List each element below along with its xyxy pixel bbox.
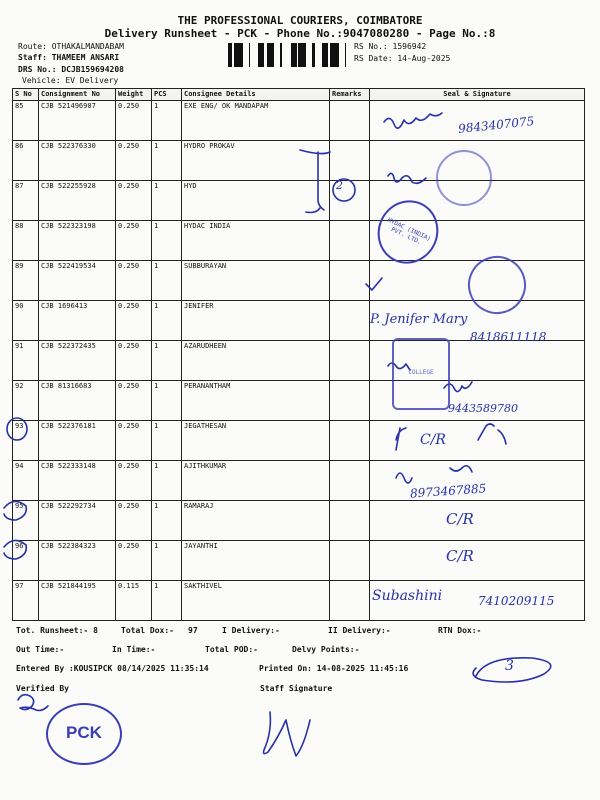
consignee-details: PERANANTHAM <box>182 381 330 421</box>
hydac-stamp-text: HYDAC (INDIA) PVT. LTD. <box>386 216 432 247</box>
col-remarks: Remarks <box>330 89 370 101</box>
handwritten-phone-92: 9443589780 <box>448 402 518 415</box>
company-title: THE PROFESSIONAL COURIERS, COIMBATORE <box>177 14 423 27</box>
runsheet-subtitle: Delivery Runsheet - PCK - Phone No.:9047080280 - Page No.:8 <box>104 27 496 40</box>
consignee-details: AJITHKUMAR <box>182 461 330 501</box>
handwritten-phone-94: 8973467885 <box>409 481 487 501</box>
serial-number: 95 <box>13 501 39 541</box>
consignment-number: CJB 522323198 <box>39 221 116 261</box>
consignment-number: CJB 522292734 <box>39 501 116 541</box>
total-dox-label: Total Dox:- <box>121 626 174 635</box>
total-pod: Total POD:- <box>205 645 258 654</box>
consignment-number: CJB 521844195 <box>39 581 116 621</box>
serial-number: 85 <box>13 101 39 141</box>
college-stamp-text: COLLEGE <box>408 369 434 376</box>
route-label: Route: OTHAKALMANDABAM <box>18 42 124 51</box>
pieces: 1 <box>152 181 182 221</box>
staff-signature-label: Staff Signature <box>260 684 333 693</box>
serial-number: 87 <box>13 181 39 221</box>
weight: 0.250 <box>116 421 152 461</box>
serial-number: 90 <box>13 301 39 341</box>
serial-number: 88 <box>13 221 39 261</box>
col-consignment: Consignment No <box>39 89 116 101</box>
weight: 0.115 <box>116 581 152 621</box>
mark-93b <box>478 424 506 444</box>
weight: 0.250 <box>116 261 152 301</box>
col-consignee: Consignee Details <box>182 89 330 101</box>
rs-number: RS No.: 1596942 <box>354 42 427 51</box>
verified-by: Verified By <box>16 684 69 693</box>
in-time: In Time:- <box>112 645 156 654</box>
tot-runsheet: Tot. Runsheet:- 8 <box>16 626 98 635</box>
consignee-details: HYD <box>182 181 330 221</box>
consignee-details: RAMARAJ <box>182 501 330 541</box>
weight: 0.250 <box>116 501 152 541</box>
consignment-number: CJB 522333148 <box>39 461 116 501</box>
entered-by: Entered By :KOUSIPCK 08/14/2025 11:35:14 <box>16 664 209 673</box>
verified-signature <box>18 695 48 711</box>
consignee-details: HYDRO PROKAV <box>182 141 330 181</box>
handwritten-cr-95: C/R <box>446 510 474 528</box>
pieces: 1 <box>152 101 182 141</box>
pieces: 1 <box>152 301 182 341</box>
vehicle-label: Vehicle: EV Delivery <box>22 76 119 85</box>
rtn-dox: RTN Dox:- <box>438 626 482 635</box>
rs-date: RS Date: 14-Aug-2025 <box>354 54 451 63</box>
consignee-details: AZARUDHEEN <box>182 341 330 381</box>
serial-number: 96 <box>13 541 39 581</box>
weight: 0.250 <box>116 221 152 261</box>
consignee-details: JEGATHESAN <box>182 421 330 461</box>
staff-label: Staff: THAMEEM ANSARI <box>18 53 120 62</box>
tick-89 <box>366 278 382 290</box>
handwritten-name-90: P. Jenifer Mary <box>370 312 468 327</box>
pieces: 1 <box>152 501 182 541</box>
serial-number: 91 <box>13 341 39 381</box>
pieces: 1 <box>152 381 182 421</box>
consignee-details: SAKTHIVEL <box>182 581 330 621</box>
serial-circle-93 <box>7 418 27 440</box>
consignee-details: JAYANTHI <box>182 541 330 581</box>
consignment-number: CJB 1696413 <box>39 301 116 341</box>
serial-number: 89 <box>13 261 39 301</box>
col-pcs: PCS <box>152 89 182 101</box>
weight: 0.250 <box>116 541 152 581</box>
consignment-number: CJB 81316683 <box>39 381 116 421</box>
consignment-number: CJB 521496907 <box>39 101 116 141</box>
mark-93a <box>396 428 406 450</box>
consignment-number: CJB 522376330 <box>39 141 116 181</box>
consignment-number: CJB 522255928 <box>39 181 116 221</box>
ii-delivery: II Delivery:- <box>328 626 391 635</box>
weight: 0.250 <box>116 461 152 501</box>
consignment-number: CJB 522384323 <box>39 541 116 581</box>
pck-stamp <box>46 703 122 765</box>
faded-stamp-86 <box>436 150 492 206</box>
weight: 0.250 <box>116 181 152 221</box>
pck-stamp-text: PCK <box>66 723 102 742</box>
serial-circle-95 <box>4 501 26 520</box>
delvy-points: Delvy Points:- <box>292 645 360 654</box>
handwritten-phone-97: 7410209115 <box>478 594 555 608</box>
pieces: 1 <box>152 141 182 181</box>
signature-85 <box>384 113 442 128</box>
weight: 0.250 <box>116 381 152 421</box>
serial-number: 94 <box>13 461 39 501</box>
pieces: 1 <box>152 261 182 301</box>
col-weight: Weight <box>116 89 152 101</box>
consignee-details: HYDAC INDIA <box>182 221 330 261</box>
serial-circle-96 <box>4 540 26 559</box>
staff-handwritten-signature <box>264 712 311 756</box>
consignment-number: CJB 522376181 <box>39 421 116 461</box>
college-stamp <box>392 338 450 410</box>
col-sno: S No <box>13 89 39 101</box>
weight: 0.250 <box>116 341 152 381</box>
consignee-details: JENIFER <box>182 301 330 341</box>
serial-number: 97 <box>13 581 39 621</box>
pieces: 1 <box>152 421 182 461</box>
pieces: 1 <box>152 341 182 381</box>
weight: 0.250 <box>116 101 152 141</box>
serial-number: 86 <box>13 141 39 181</box>
pieces: 1 <box>152 541 182 581</box>
handwritten-cr-96: C/R <box>446 547 474 565</box>
handwritten-name-97: Subashini <box>372 588 443 604</box>
signature-87 <box>388 173 426 183</box>
consignment-number: CJB 522419534 <box>39 261 116 301</box>
drs-label: DRS No.: DCJB159694208 <box>18 65 124 74</box>
signature-94 <box>396 466 472 483</box>
handwritten-mark-87: 2 <box>336 179 343 192</box>
handwritten-phone-85: 9843407075 <box>457 114 535 136</box>
out-time: Out Time:- <box>16 645 65 654</box>
handwritten-cr-93: C/R <box>420 432 446 448</box>
i-delivery: I Delivery:- <box>222 626 280 635</box>
pieces: 1 <box>152 221 182 261</box>
printed-on: Printed On: 14-08-2025 11:45:16 <box>259 664 409 673</box>
handwritten-page-mark: 3 <box>505 658 514 674</box>
serial-number: 92 <box>13 381 39 421</box>
consignment-number: CJB 522372435 <box>39 341 116 381</box>
weight: 0.250 <box>116 301 152 341</box>
col-seal-signature: Seal & Signature <box>370 89 585 101</box>
pieces: 1 <box>152 581 182 621</box>
total-dox-value: 97 <box>188 626 198 635</box>
consignee-details: SUBBURAYAN <box>182 261 330 301</box>
weight: 0.250 <box>116 141 152 181</box>
remark-bracket-87 <box>300 150 330 213</box>
pieces: 1 <box>152 461 182 501</box>
consignee-details: EXE ENG/ OK MANDAPAM <box>182 101 330 141</box>
handwritten-phone-90: 8418611118 <box>470 330 547 344</box>
serial-number: 93 <box>13 421 39 461</box>
